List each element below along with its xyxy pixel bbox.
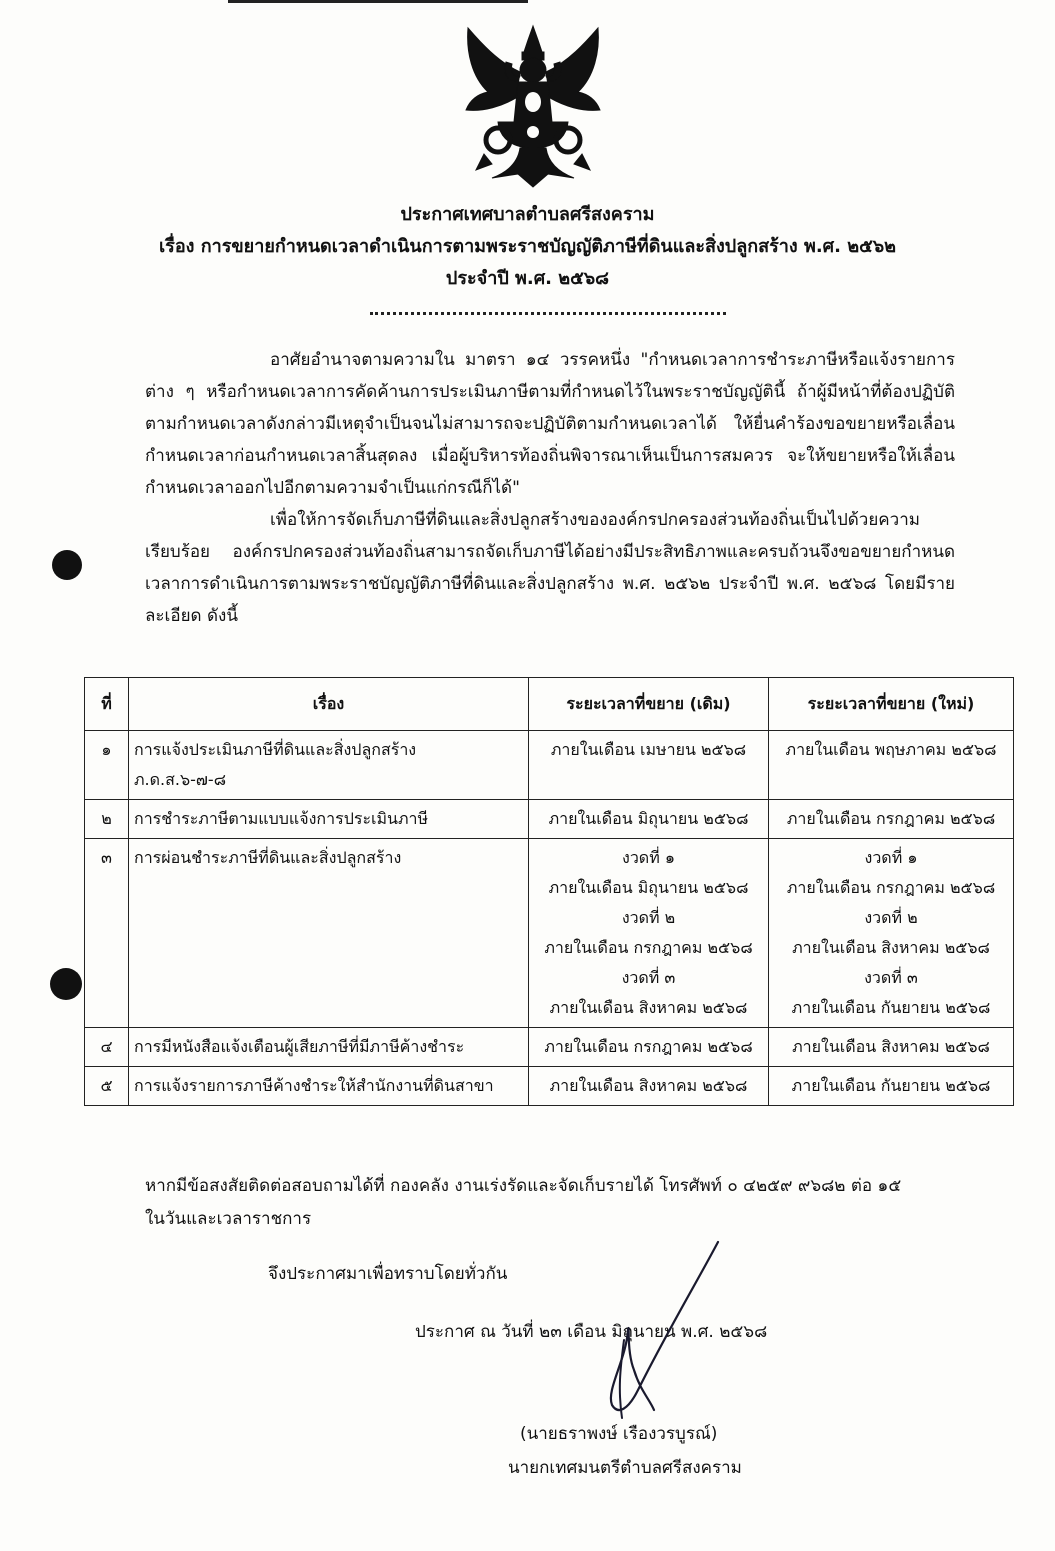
row-subject: การผ่อนชำระภาษีที่ดินและสิ่งปลูกสร้าง bbox=[129, 839, 529, 1028]
announce-line: จึงประกาศมาเพื่อทราบโดยทั่วกัน bbox=[268, 1264, 508, 1284]
col-header-subject: เรื่อง bbox=[129, 678, 529, 731]
row-no: ๒ bbox=[85, 800, 129, 839]
table-row bbox=[85, 800, 1014, 839]
doc-title-subject: เรื่อง การขยายกำหนดเวลาดำเนินการตามพระราชบัญญัติภาษีที่ดินและสิ่งปลูกสร้าง พ.ศ. ๒๕๖๒ bbox=[159, 236, 896, 257]
row-old-period: ภายในเดือน กรกฎาคม ๒๕๖๘ bbox=[529, 1028, 769, 1067]
row-no: ๕ bbox=[85, 1067, 129, 1106]
garuda-emblem-icon bbox=[458, 22, 608, 190]
top-edge-line bbox=[228, 0, 528, 3]
signer-position: นายกเทศมนตรีตำบลศรีสงคราม bbox=[508, 1458, 742, 1478]
row-subject: การชำระภาษีตามแบบแจ้งการประเมินภาษี bbox=[129, 800, 529, 839]
contact-line-2: ในวันและเวลาราชการ bbox=[145, 1209, 312, 1229]
punch-hole bbox=[52, 550, 82, 580]
row-no: ๔ bbox=[85, 1028, 129, 1067]
row-no: ๑ bbox=[85, 731, 129, 800]
row-new-period: ภายในเดือน พฤษภาคม ๒๕๖๘ bbox=[769, 731, 1014, 800]
contact-line-1: หากมีข้อสงสัยติดต่อสอบถามได้ที่ กองคลัง งานเร่งรัดและจัดเก็บรายได้ โทรศัพท์ ๐ ๔๒๕๙ ๙๖๘๒ ต่อ ๑๕ bbox=[145, 1176, 902, 1196]
row-new-period: งวดที่ ๑ ภายในเดือน กรกฎาคม ๒๕๖๘ งวดที่ ๒ ภายในเดือน สิงหาคม ๒๕๖๘ งวดที่ ๓ ภายในเดือน กันยายน ๒๕๖๘ bbox=[769, 839, 1014, 1028]
row-new-period: ภายในเดือน กันยายน ๒๕๖๘ bbox=[769, 1067, 1014, 1106]
col-header-no: ที่ bbox=[85, 678, 129, 731]
dotted-divider bbox=[370, 312, 726, 315]
table-header-row bbox=[85, 678, 1014, 731]
table-row bbox=[85, 1028, 1014, 1067]
signer-name: (นายธราพงษ์ เรืองวรบูรณ์) bbox=[520, 1424, 718, 1444]
table-row bbox=[85, 731, 1014, 800]
doc-title-year: ประจำปี พ.ศ. ๒๕๖๘ bbox=[445, 268, 610, 289]
row-subject: การแจ้งรายการภาษีค้างชำระให้สำนักงานที่ดินสาขา bbox=[129, 1067, 529, 1106]
row-subject: การแจ้งประเมินภาษีที่ดินและสิ่งปลูกสร้าง ภ.ด.ส.๖-๗-๘ bbox=[129, 731, 529, 800]
extension-table bbox=[84, 677, 1014, 1106]
punch-hole bbox=[50, 968, 82, 1000]
announce-date: ประกาศ ณ วันที่ ๒๓ เดือน มิถุนายน พ.ศ. ๒๕๖๘ bbox=[415, 1322, 768, 1342]
paragraph-1: อาศัยอำนาจตามความใน มาตรา ๑๔ วรรคหนึ่ง "กำหนดเวลาการชำระภาษีหรือแจ้งรายการต่าง ๆ หรือกำหนดเวลาการคัดค้านการประเมินภาษีตามที่กำหนดไว้ในพระราชบัญญัตินี้ ถ้าผู้มีหน้าที่ต้องปฏิบัติตามกำหนดเวลาดังกล่าวมีเหตุจำเป็นจนไม่สามารถจะปฏิบัติตามกำหนดเวลาได้ ให้ยื่นคำร้องขอขยายหรือเลื่อนกำหนดเวลาก่อนกำหนดเวลาสิ้นสุดลง เมื่อผู้บริหารท้องถิ่นพิจารณาเห็นเป็นการสมควร จะให้ขยายหรือให้เลื่อนกำหนดเวลาออกไปอีกตามความจำเป็นแก่กรณีก็ได้" bbox=[145, 350, 955, 498]
table-row bbox=[85, 839, 1014, 1028]
row-new-period: ภายในเดือน สิงหาคม ๒๕๖๘ bbox=[769, 1028, 1014, 1067]
paragraph-2: เพื่อให้การจัดเก็บภาษีที่ดินและสิ่งปลูกสร้างขององค์กรปกครองส่วนท้องถิ่นเป็นไปด้วยความเรียบร้อย องค์กรปกครองส่วนท้องถิ่นสามารถจัดเก็บภาษีได้อย่างมีประสิทธิภาพและครบถ้วนจึงขอขยายกำหนดเวลาการดำเนินการตามพระราชบัญญัติภาษีที่ดินและสิ่งปลูกสร้าง พ.ศ. ๒๕๖๒ ประจำปี พ.ศ. ๒๕๖๘ โดยมีรายละเอียด ดังนี้ bbox=[145, 510, 955, 626]
body-paragraphs bbox=[145, 344, 955, 632]
row-old-period: งวดที่ ๑ ภายในเดือน มิถุนายน ๒๕๖๘ งวดที่ ๒ ภายในเดือน กรกฎาคม ๒๕๖๘ งวดที่ ๓ ภายในเดือน สิงหาคม ๒๕๖๘ bbox=[529, 839, 769, 1028]
row-subject: การมีหนังสือแจ้งเตือนผู้เสียภาษีที่มีภาษีค้างชำระ bbox=[129, 1028, 529, 1067]
col-header-old-period: ระยะเวลาที่ขยาย (เดิม) bbox=[529, 678, 769, 731]
row-old-period: ภายในเดือน มิถุนายน ๒๕๖๘ bbox=[529, 800, 769, 839]
handwritten-signature bbox=[598, 1240, 728, 1430]
col-header-new-period: ระยะเวลาที่ขยาย (ใหม่) bbox=[769, 678, 1014, 731]
table-row bbox=[85, 1067, 1014, 1106]
row-no: ๓ bbox=[85, 839, 129, 1028]
row-old-period: ภายในเดือน เมษายน ๒๕๖๘ bbox=[529, 731, 769, 800]
doc-title-org: ประกาศเทศบาลตำบลศรีสงคราม bbox=[400, 204, 655, 225]
row-new-period: ภายในเดือน กรกฎาคม ๒๕๖๘ bbox=[769, 800, 1014, 839]
row-old-period: ภายในเดือน สิงหาคม ๒๕๖๘ bbox=[529, 1067, 769, 1106]
